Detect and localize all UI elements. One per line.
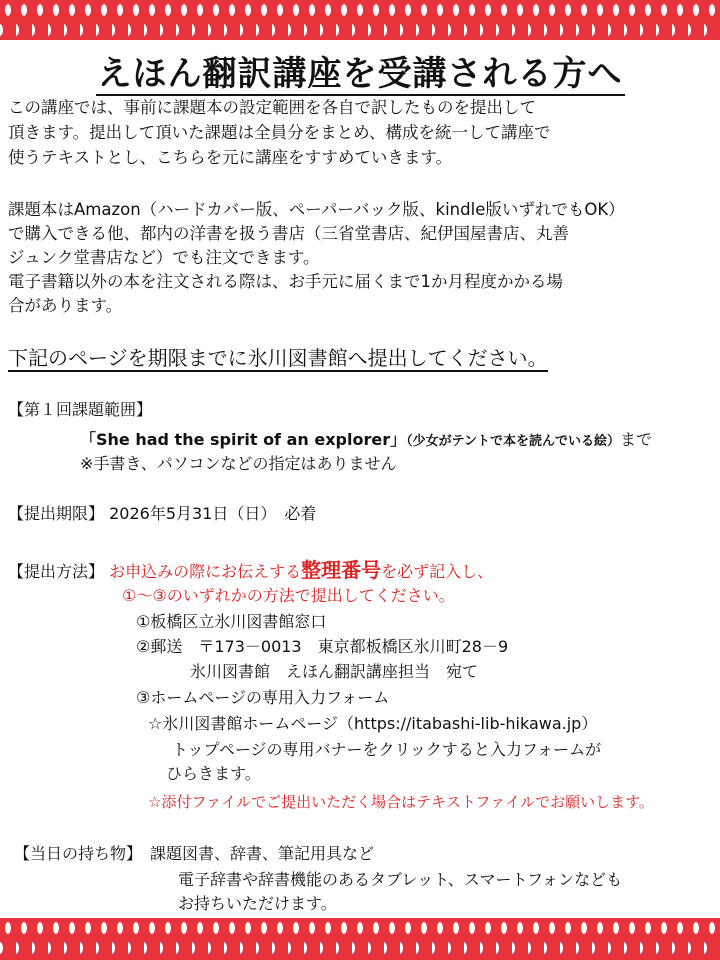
method-option-2: ②郵送 〒173－0013 東京都板橋区氷川町28－9 (136, 637, 509, 656)
deadline-date: 2026年5月31日（日） (109, 504, 269, 523)
purchase-line-2: で購入できる他、都内の洋書を扱う書店（三省堂書店、紀伊国屋書店、丸善 (8, 224, 569, 243)
submission-notice-text: 下記のページを期限までに氷川図書館へ提出してください。 (8, 346, 548, 370)
book-note: （少女がテントで本を読んでいる絵） (406, 434, 620, 449)
homepage-line: ☆氷川図書館ホームページ（https://itabashi-lib-hikawa.jp） (148, 714, 598, 733)
banner-line-2: ひらきます。 (166, 764, 261, 783)
bring-label: 【当日の持ち物】 (14, 844, 135, 863)
range-label: 【第１回課題範囲】 (8, 400, 153, 419)
reference-number-emphasis: 整理番号 (301, 558, 382, 582)
bring-line-1 (14, 842, 374, 866)
page-title (0, 46, 720, 95)
purchase-line-3: ジュンク堂書店など）でも注文できます。 (8, 248, 320, 267)
range-note: ※手書き、パソコンなどの指定はありません (80, 454, 397, 473)
method-label: 【提出方法】 (8, 562, 105, 581)
submission-notice (8, 342, 548, 371)
intro-line-1: この講座では、事前に課題本の設定範囲を各自で訳したものを提出して (8, 98, 536, 117)
method-instruction-a: お申込みの際にお伝えする (109, 562, 302, 581)
method-option-2-address: 氷川図書館 えほん翻訳講座担当 宛て (190, 662, 479, 681)
deadline-must: 必着 (284, 504, 317, 523)
deadline-line (8, 502, 316, 526)
purchase-line-1: 課題本はAmazon（ハードカバー版、ペーパーバック版、kindle版いずれでもOK） (8, 200, 625, 219)
deadline-label: 【提出期限】 (8, 504, 105, 523)
purchase-line-5: 合があります。 (8, 296, 123, 315)
bring-items: 課題図書、辞書、筆記用具など (150, 844, 375, 863)
page-title-text: えほん翻訳講座を受講される方へ (97, 54, 623, 94)
bottom-decorative-border (0, 918, 720, 960)
bring-line-3: お持ちいただけます。 (178, 894, 337, 913)
range-book-line (80, 428, 652, 454)
top-decorative-border (0, 0, 720, 40)
purchase-line-4: 電子書籍以外の本を注文される際は、お手元に届くまで1か月程度かかる場 (8, 272, 563, 291)
method-option-1: ①板橋区立氷川図書館窓口 (136, 612, 327, 631)
banner-line: トップページの専用バナーをクリックすると入力フォームが (172, 740, 602, 759)
method-line-2: ①～③のいずれかの方法で提出してください。 (122, 586, 455, 605)
book-title: 「She had the spirit of an explorer」 (80, 430, 407, 449)
attachment-note: ☆添付ファイルでご提出いただく場合はテキストファイルでお願いします。 (148, 793, 654, 811)
method-instruction-c: を必ず記入し、 (381, 562, 494, 581)
intro-line-3: 使うテキストとし、こちらを元に講座をすすめていきます。 (8, 148, 453, 167)
intro-line-2: 頂きます。提出して頂いた課題は全員分をまとめ、構成を統一して講座で (8, 123, 551, 142)
method-option-3: ③ホームページの専用入力フォーム (136, 688, 390, 707)
method-line-1 (8, 558, 493, 584)
bring-line-2: 電子辞書や辞書機能のあるタブレット、スマートフォンなども (178, 870, 623, 889)
range-until: まで (619, 430, 652, 449)
